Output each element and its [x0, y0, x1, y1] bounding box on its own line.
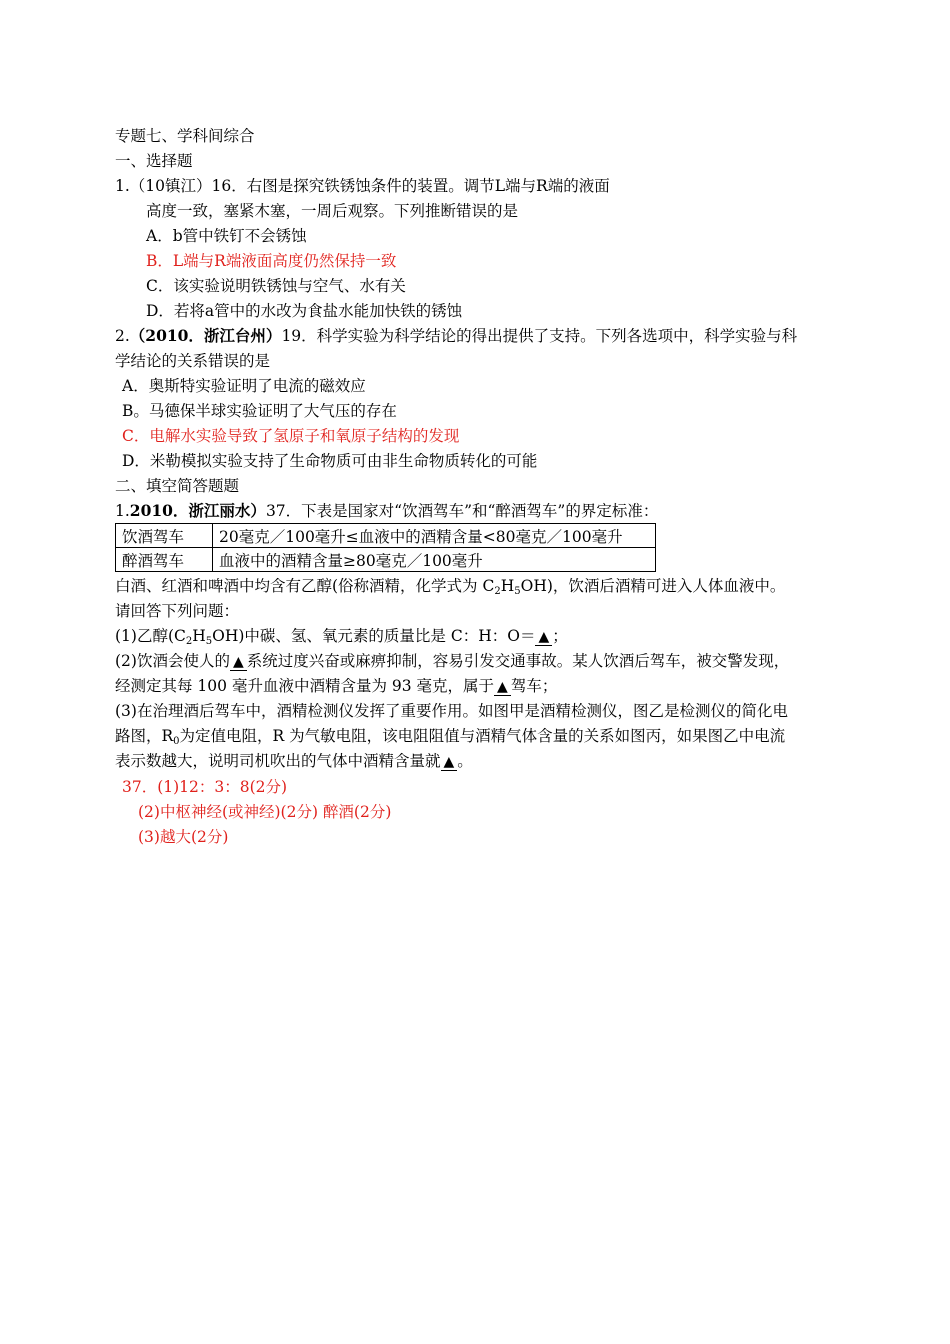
subscript: 5 — [514, 586, 521, 597]
text-run: 。 — [457, 752, 473, 770]
text-run: ； — [552, 627, 568, 645]
answer-blank-4: ▲ — [441, 754, 458, 771]
text-run: 路图，R — [115, 727, 174, 745]
q3-sub3-line3 — [115, 751, 473, 771]
q3-number: 1. — [115, 502, 130, 520]
q2-option-c-answer: C．电解水实验导致了氢原子和氧原子结构的发现 — [122, 427, 460, 445]
q3-sub3-line2 — [115, 726, 785, 746]
q2-stem-text: 19．科学实验为科学结论的得出提供了支持。下列各选项中，科学实验与科 — [281, 327, 798, 345]
text-run: OH)，饮酒后酒精可进入人体血液中。 — [520, 577, 786, 595]
q2-source: （2010．浙江台州） — [129, 326, 282, 345]
q2-number: 2. — [115, 327, 130, 345]
answer-line3: (3)越大(2分) — [138, 828, 229, 846]
table-row — [116, 548, 656, 572]
text-run: 驾车； — [510, 677, 558, 695]
subscript: 2 — [185, 636, 193, 647]
text-run: 经测定其每 100 毫升血液中酒精含量为 93 毫克，属于 — [115, 677, 495, 695]
q1-option-c: C．该实验说明铁锈蚀与空气、水有关 — [146, 277, 406, 295]
table-cell: 血液中的酒精含量≥80毫克／100毫升 — [213, 548, 656, 572]
text-run: H — [192, 627, 206, 645]
q3-source: 2010．浙江丽水） — [129, 501, 266, 520]
subscript: 0 — [173, 736, 180, 747]
table-cell: 20毫克／100毫升≤血液中的酒精含量<80毫克／100毫升 — [213, 524, 656, 548]
q2-option-d: D．米勒模拟实验支持了生命物质可由非生命物质转化的可能 — [122, 452, 538, 470]
drink-driving-standard-table — [115, 523, 656, 572]
text-run: OH)中碳、氢、氧元素的质量比是 C：H：O＝ — [212, 627, 536, 645]
q3-stem-line1 — [115, 501, 658, 521]
section-heading-choice: 一、选择题 — [115, 152, 193, 170]
answer-blank-3: ▲ — [494, 679, 511, 696]
q3-stem-text: 37．下表是国家对“饮酒驾车”和“醉酒驾车”的界定标准： — [265, 502, 659, 520]
q1-option-b-answer: B．L端与R端液面高度仍然保持一致 — [146, 252, 397, 270]
text-run: 表示数越大，说明司机吹出的气体中酒精含量就 — [115, 752, 441, 770]
subscript: 2 — [494, 586, 501, 597]
page-title: 专题七、学科间综合 — [115, 127, 255, 145]
answer-line2: (2)中枢神经(或神经)(2分) 醉酒(2分) — [138, 803, 392, 821]
q2-stem-line2: 学结论的关系错误的是 — [115, 352, 271, 370]
q3-sub2-line1 — [115, 651, 789, 671]
q2-option-a: A．奥斯特实验证明了电流的磁效应 — [122, 377, 366, 395]
text-run: 为定值电阻，R 为气敏电阻，该电阻阻值与酒精气体含量的关系如图丙，如果图乙中电流 — [179, 727, 786, 745]
q3-sub2-line2 — [115, 676, 557, 696]
subscript: 5 — [205, 636, 213, 647]
q3-sub1 — [115, 626, 568, 646]
text-run: 白酒、红酒和啤酒中均含有乙醇(俗称酒精，化学式为 C — [115, 577, 495, 595]
text-run: 系统过度兴奋或麻痹抑制，容易引发交通事故。某人饮酒后驾车，被交警发现， — [246, 652, 790, 670]
q3-paragraph-line1 — [115, 576, 785, 596]
table-row — [116, 524, 656, 548]
q2-stem-line1 — [115, 326, 797, 346]
q1-option-d: D．若将a管中的水改为食盐水能加快铁的锈蚀 — [146, 302, 463, 320]
q1-stem-line2: 高度一致，塞紧木塞，一周后观察。下列推断错误的是 — [146, 202, 519, 220]
text-run: H — [500, 577, 515, 595]
text-run: (1)乙醇(C — [115, 627, 186, 645]
q2-option-b: B。马德保半球实验证明了大气压的存在 — [122, 402, 397, 420]
table-cell: 饮酒驾车 — [116, 524, 213, 548]
q1-stem-line1: 1.（10镇江）16．右图是探究铁锈蚀条件的装置。调节L端与R端的液面 — [115, 177, 610, 195]
answer-line1: 37．(1)12：3：8(2分) — [122, 778, 288, 796]
q3-sub3-line1: (3)在治理酒后驾车中，酒精检测仪发挥了重要作用。如图甲是酒精检测仪，图乙是检测仪的简化电 — [115, 702, 788, 720]
q3-paragraph-line2: 请回答下列问题： — [115, 602, 240, 620]
answer-blank-1: ▲ — [535, 629, 552, 646]
text-run: (2)饮酒会使人的 — [115, 652, 230, 670]
table-cell: 醉酒驾车 — [116, 548, 213, 572]
answer-blank-2: ▲ — [230, 654, 247, 671]
section-heading-fill: 二、填空简答题题 — [115, 477, 240, 495]
q1-option-a: A．b管中铁钉不会锈蚀 — [146, 227, 307, 245]
